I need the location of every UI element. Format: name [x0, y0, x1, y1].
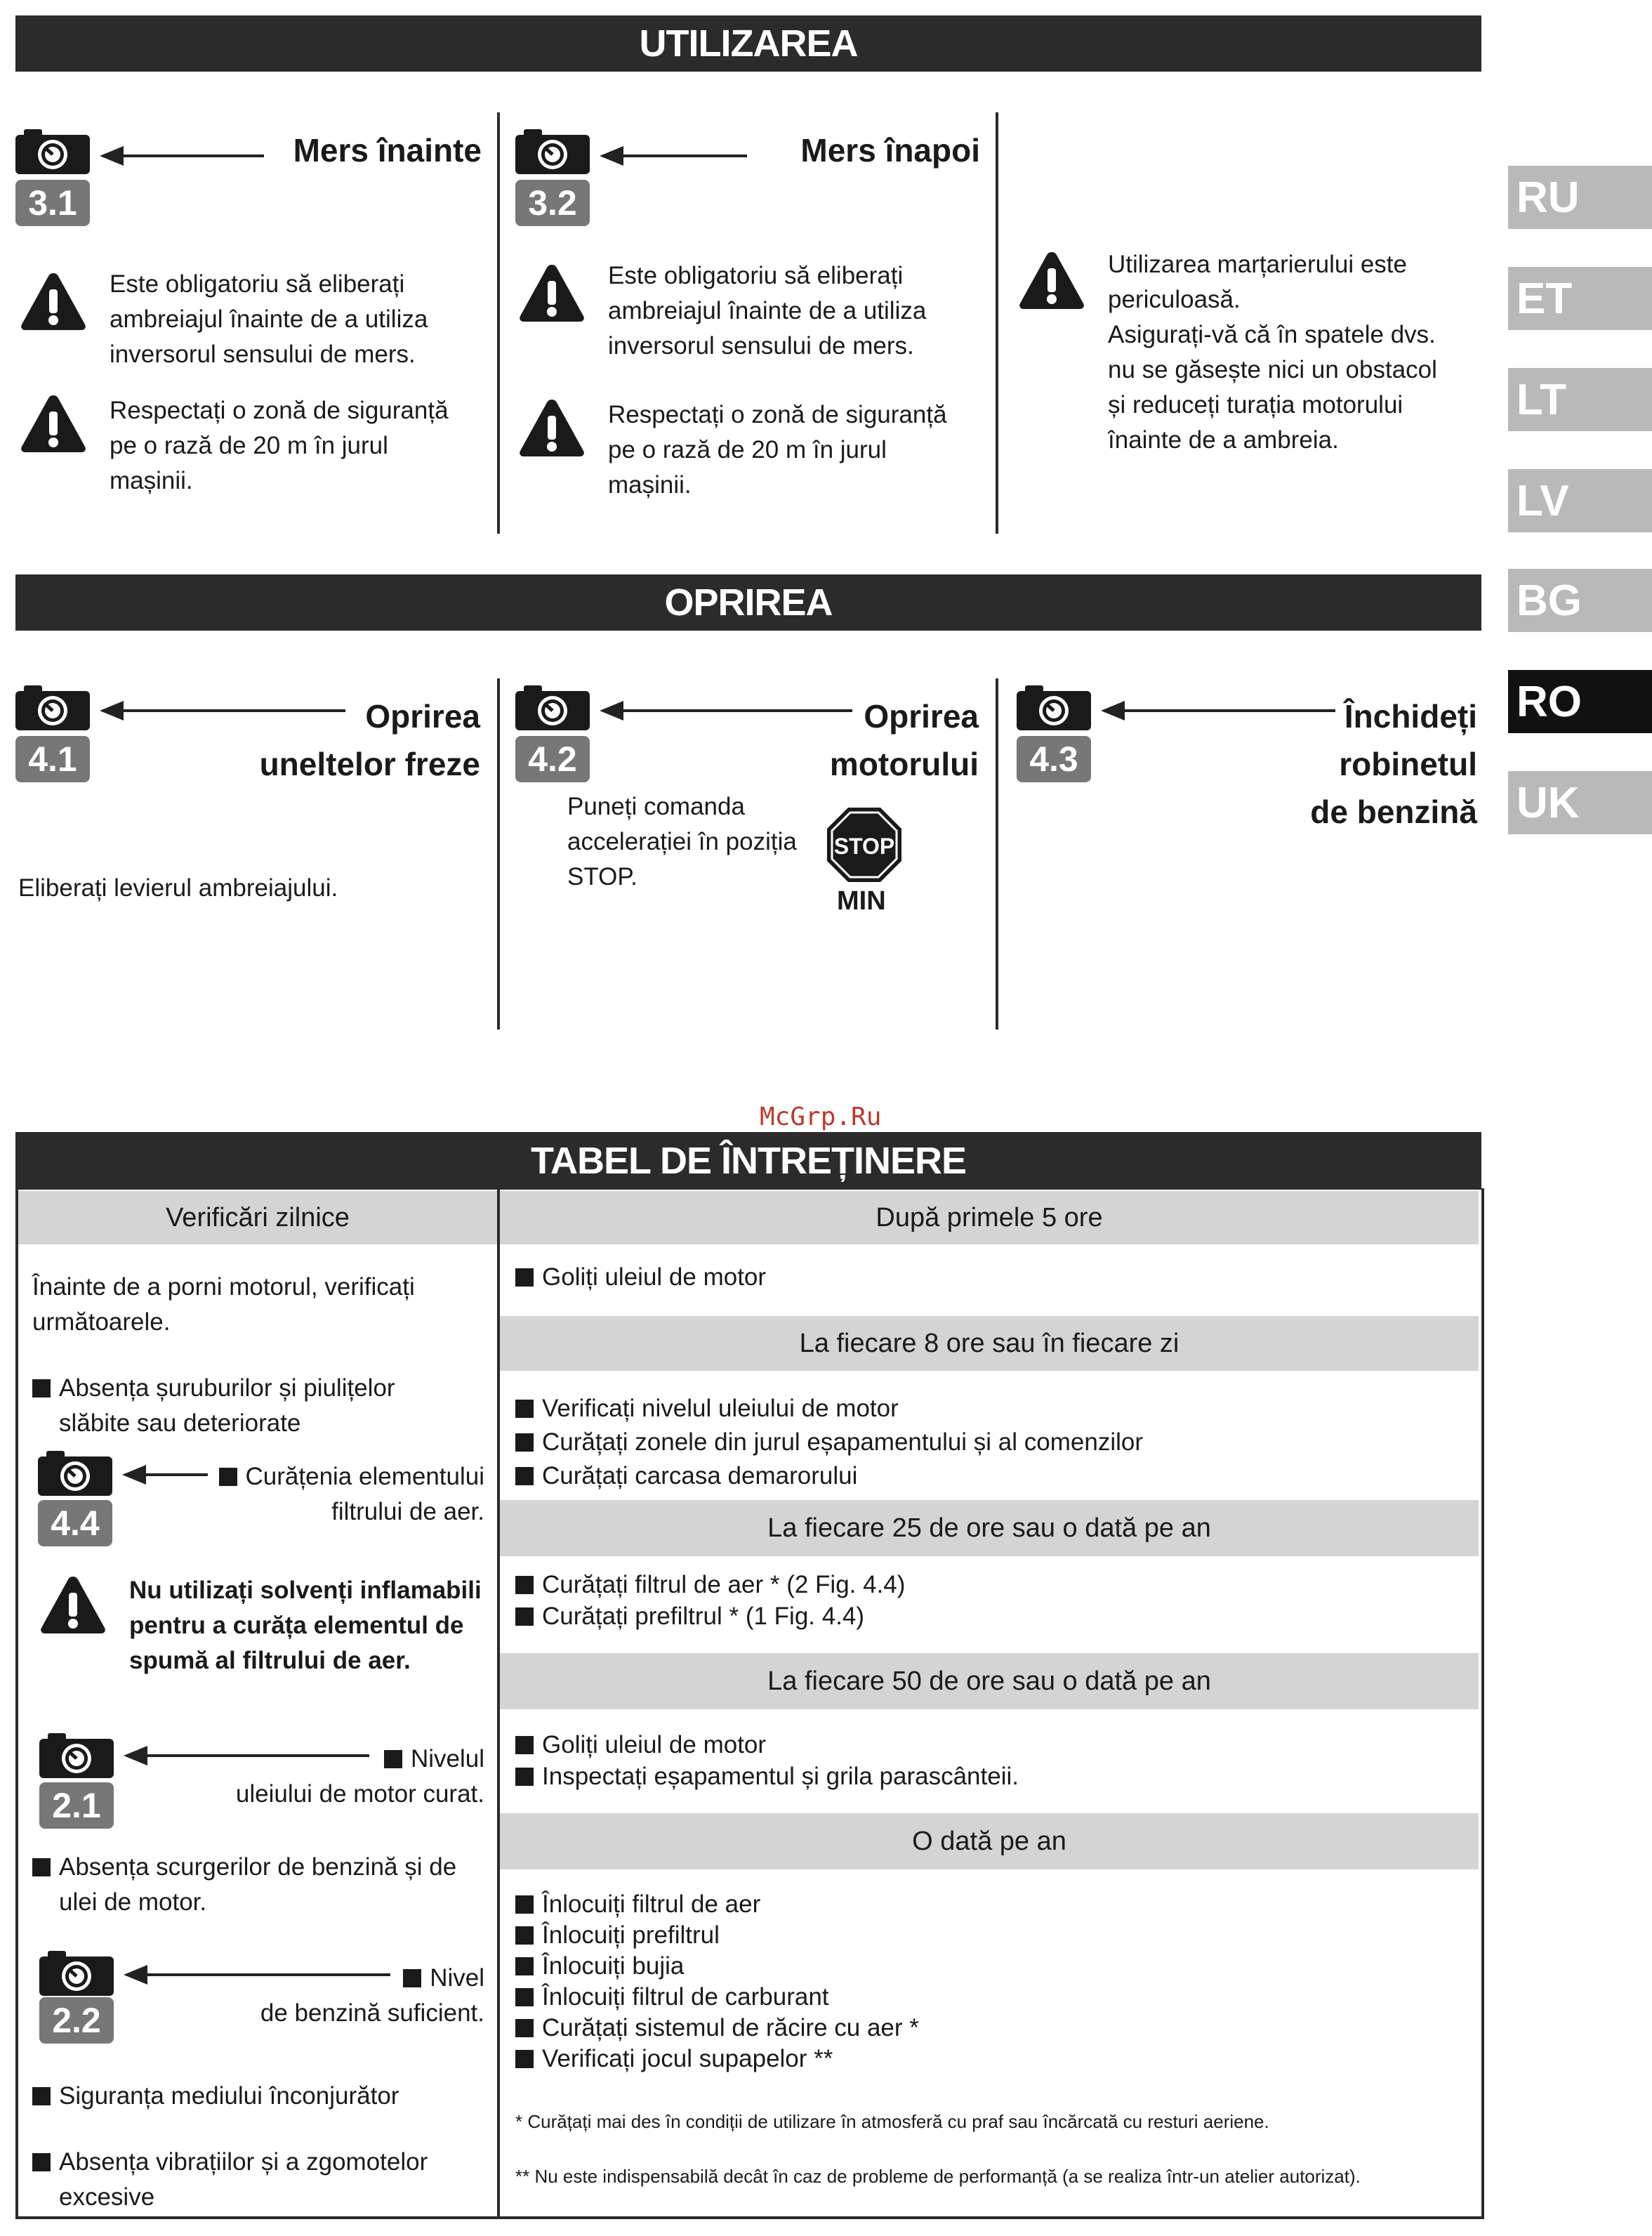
warning-text: Respectați o zonă de siguranță pe o rază de 20 m în jurul mașinii.: [110, 397, 449, 494]
interval-header: La fiecare 25 de ore sau o dată pe an: [500, 1500, 1479, 1556]
warning-icon: [518, 397, 586, 458]
warning-icon: [20, 271, 87, 331]
daily-item: Absența șuruburilor și piulițelor slăbite sau deteriorate: [32, 1371, 489, 1441]
daily-ref-text: Nivel de benzină suficient.: [260, 1964, 484, 2027]
step-text: Eliberați levierul ambreiajului.: [18, 874, 338, 902]
figure-badge: 4.1: [15, 736, 90, 782]
interval-header: La fiecare 50 de ore sau o dată pe an: [500, 1653, 1479, 1709]
warning-icon: [20, 393, 87, 454]
camera-icon: [39, 1949, 114, 1996]
lang-tab-bg[interactable]: BG: [1508, 569, 1652, 632]
column-divider: [996, 678, 998, 1030]
warning-text: Este obligatoriu să eliberați ambreiajul înainte de a utiliza inversorul sensului de mers.: [110, 270, 428, 368]
interval-header: După primele 5 ore: [500, 1191, 1479, 1244]
lang-tab-lt[interactable]: LT: [1508, 368, 1652, 431]
arrow-icon: [103, 154, 264, 157]
warning-text: Respectați o zonă de siguranță pe o rază de 20 m în jurul mașinii.: [608, 401, 947, 499]
camera-icon: [515, 128, 590, 174]
step-title: Mers înainte: [293, 132, 482, 169]
interval-items: Goliți uleiul de motor Inspectați eșapamentul și grila parascânteii.: [515, 1729, 1470, 1792]
figure-badge: 4.2: [515, 736, 590, 782]
warning-text: Este obligatoriu să eliberați ambreiajul înainte de a utiliza inversorul sensului de mers.: [608, 262, 927, 360]
lang-tab-et[interactable]: ET: [1508, 267, 1652, 330]
arrow-icon: [125, 1473, 208, 1476]
figure-badge: 3.2: [515, 180, 590, 226]
daily-item: Siguranța mediului înconjurător: [32, 2079, 489, 2114]
column-divider: [497, 112, 500, 534]
step-title: Oprirea uneltelor freze: [259, 698, 480, 782]
section-title-utilizarea: UTILIZAREA: [15, 15, 1481, 72]
camera-icon: [39, 1732, 114, 1778]
section-title-oprirea: OPRIREA: [15, 574, 1481, 631]
daily-item: Absența scurgerilor de benzină și de ulei de motor.: [32, 1850, 489, 1920]
step-title: Închideți robinetul de benzină: [1310, 698, 1477, 830]
figure-badge: 2.1: [39, 1782, 114, 1829]
figure-badge: 3.1: [15, 180, 90, 226]
daily-item: Absența vibrațiilor și a zgomotelor excesive: [32, 2145, 489, 2215]
warning-icon: [39, 1574, 107, 1635]
camera-icon: [515, 684, 590, 730]
interval-items: Verificați nivelul uleiului de motor Curățați zonele din jurul eșapamentului și al comenzilor Curățați carcasa demarorului: [515, 1392, 1470, 1493]
min-label: MIN: [837, 886, 886, 916]
footnote: ** Nu este indispensabilă decât în caz de probleme de performanță (a se realiza într-un atelier autorizat).: [515, 2166, 1361, 2187]
interval-items: Înlocuiți filtrul de aer Înlocuiți prefiltrul Înlocuiți bujia Înlocuiți filtrul de carburant Curățați sistemul de răcire cu aer * Verificați jocul supapelor **: [515, 1889, 1470, 2074]
warning-icon: [518, 263, 586, 323]
daily-ref-text: Nivelul uleiului de motor curat.: [235, 1745, 484, 1808]
figure-badge: 2.2: [39, 1997, 114, 2044]
interval-header: O dată pe an: [500, 1813, 1479, 1869]
camera-icon: [1017, 684, 1091, 730]
step-title: Mers înapoi: [800, 132, 980, 169]
warning-text: Nu utilizați solvenți inflamabili pentru a curăța elementul de spumă al filtrului de aer.: [129, 1577, 482, 1674]
step-text: Puneți comanda accelerației în poziția STOP.: [567, 793, 797, 890]
column-divider: [497, 678, 500, 1030]
warning-text: Utilizarea marțarierului este periculoasă. Asigurați-vă că în spatele dvs. nu se găsește nici un obstacol și reduceți turația motorului înainte de a ambreia.: [1108, 251, 1437, 454]
step-title: Oprirea motorului: [829, 698, 979, 782]
stop-sign-text: STOP: [833, 834, 895, 859]
camera-icon: [15, 684, 90, 730]
warning-icon: [1018, 250, 1085, 310]
lang-tab-ru[interactable]: RU: [1508, 166, 1652, 229]
interval-header: La fiecare 8 ore sau în fiecare zi: [500, 1316, 1479, 1371]
figure-badge: 4.4: [38, 1500, 112, 1546]
camera-icon: [15, 128, 90, 174]
interval-items: Curățați filtrul de aer * (2 Fig. 4.4) Curățați prefiltrul * (1 Fig. 4.4): [515, 1569, 1470, 1632]
section-title-tabel: TABEL DE ÎNTREȚINERE: [15, 1132, 1481, 1190]
figure-badge: 4.3: [1017, 736, 1091, 782]
interval-items: Goliți uleiul de motor: [515, 1261, 1470, 1293]
stop-sign-icon: [826, 806, 903, 883]
lang-tab-uk[interactable]: UK: [1508, 771, 1652, 834]
footnote: * Curățați mai des în condiții de utilizare în atmosferă cu praf sau încărcată cu resturi aeriene.: [515, 2111, 1269, 2132]
lang-tab-ro[interactable]: RO: [1508, 670, 1652, 733]
lang-tab-lv[interactable]: LV: [1508, 469, 1652, 532]
column-divider: [996, 112, 998, 534]
daily-checks-header: Verificări zilnice: [18, 1191, 497, 1244]
arrow-icon: [602, 154, 747, 157]
daily-intro: Înainte de a porni motorul, verificați următoarele.: [32, 1273, 415, 1336]
watermark: McGrp.Ru: [760, 1103, 882, 1131]
daily-ref-text: Curățenia elementului filtrului de aer.: [211, 1459, 484, 1530]
camera-icon: [38, 1449, 112, 1496]
